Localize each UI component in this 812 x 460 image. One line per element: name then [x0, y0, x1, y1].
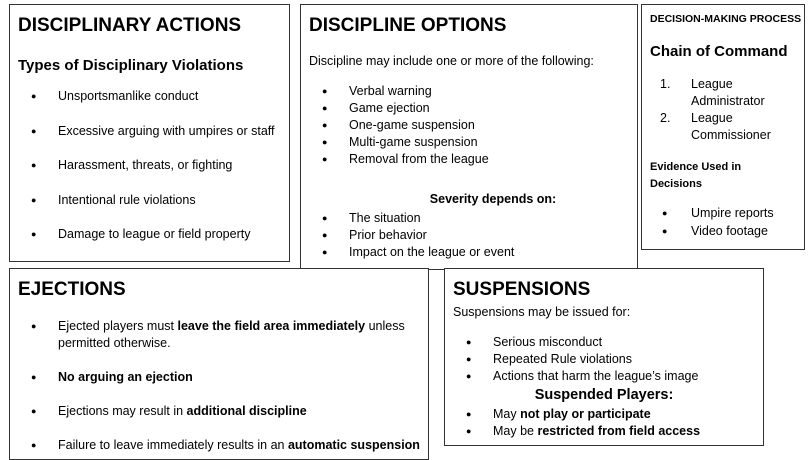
list-item: ● Multi-game suspension: [301, 134, 637, 151]
text-segment: Ejections may result in: [58, 404, 187, 418]
list-item: [10, 437, 428, 454]
list-item: ● The situation: [301, 210, 637, 227]
text-segment: May be: [493, 424, 538, 438]
list-item: [445, 406, 763, 423]
text-segment: unless permitted otherwise.: [58, 319, 405, 350]
ejections-panel: [9, 268, 429, 460]
list-item: [10, 318, 428, 352]
list-item: [642, 110, 804, 144]
list-item: ● Verbal warning: [301, 83, 637, 100]
text-segment: Failure to leave immediately results in an: [58, 438, 288, 452]
violations-subtitle: Types of Disciplinary Violations: [18, 57, 244, 74]
severity-label: Severity depends on:: [429, 192, 557, 206]
suspended-players-list: [445, 406, 763, 440]
bold-segment: automatic suspension: [287, 438, 420, 452]
chain-of-command-title: Chain of Command: [650, 43, 788, 60]
severity-list: [301, 210, 637, 261]
list-item: ● Umpire reports: [642, 205, 804, 222]
discipline-options-panel: [300, 4, 638, 270]
list-item: [10, 403, 428, 420]
evidence-title: Evidence Used in Decisions: [650, 161, 742, 190]
bold-segment: additional discipline: [186, 404, 307, 418]
violations-list: [10, 88, 289, 261]
list-item: [642, 76, 804, 110]
suspensions-title: SUSPENSIONS: [453, 279, 591, 300]
list-item: ● Damage to league or field property: [10, 226, 289, 243]
bold-segment: leave the field area immediately: [177, 319, 366, 333]
list-label: League Commissioner: [691, 111, 771, 142]
list-item: [445, 423, 763, 440]
suspended-players-label: Suspended Players:: [534, 387, 674, 403]
ejections-list: [10, 318, 428, 460]
suspensions-panel: [444, 268, 764, 446]
decision-making-caption: DECISION-MAKING PROCESS: [650, 13, 802, 25]
text-segment: May: [493, 407, 521, 421]
disciplinary-actions-title: DISCIPLINARY ACTIONS: [18, 15, 242, 36]
list-number: 1.: [660, 77, 671, 91]
discipline-options-list: [301, 83, 637, 168]
list-item: ● Impact on the league or event: [301, 244, 637, 261]
bold-segment: not play or participate: [520, 407, 651, 421]
list-item: ● Repeated Rule violations: [445, 351, 763, 368]
decision-making-panel: [641, 4, 805, 250]
list-item: ● Actions that harm the league’s image: [445, 368, 763, 385]
bold-segment: No arguing an ejection: [58, 370, 193, 384]
list-label: League Administrator: [691, 77, 765, 108]
list-item: ● One-game suspension: [301, 117, 637, 134]
disciplinary-actions-panel: [9, 4, 290, 262]
list-item: [10, 369, 428, 386]
list-item: ● Game ejection: [301, 100, 637, 117]
discipline-options-title: DISCIPLINE OPTIONS: [309, 15, 507, 36]
ejections-title: EJECTIONS: [18, 279, 126, 300]
list-item: ● Intentional rule violations: [10, 192, 289, 209]
evidence-list: [642, 205, 804, 241]
list-item: ● Unsportsmanlike conduct: [10, 88, 289, 105]
text-segment: Ejected players must: [58, 319, 178, 333]
list-item: ● Removal from the league: [301, 151, 637, 168]
list-item: ● Video footage: [642, 223, 804, 240]
suspensions-intro: Suspensions may be issued for:: [453, 305, 631, 319]
list-number: 2.: [660, 111, 671, 125]
list-item: ● Prior behavior: [301, 227, 637, 244]
suspensions-list: [445, 334, 763, 385]
list-item: ● Harassment, threats, or fighting: [10, 157, 289, 174]
list-item: ● Excessive arguing with umpires or staff: [10, 123, 289, 140]
discipline-options-intro: Discipline may include one or more of the following:: [309, 54, 594, 68]
bold-segment: restricted from field access: [537, 424, 701, 438]
list-item: ● Serious misconduct: [445, 334, 763, 351]
chain-of-command-list: [642, 76, 804, 144]
